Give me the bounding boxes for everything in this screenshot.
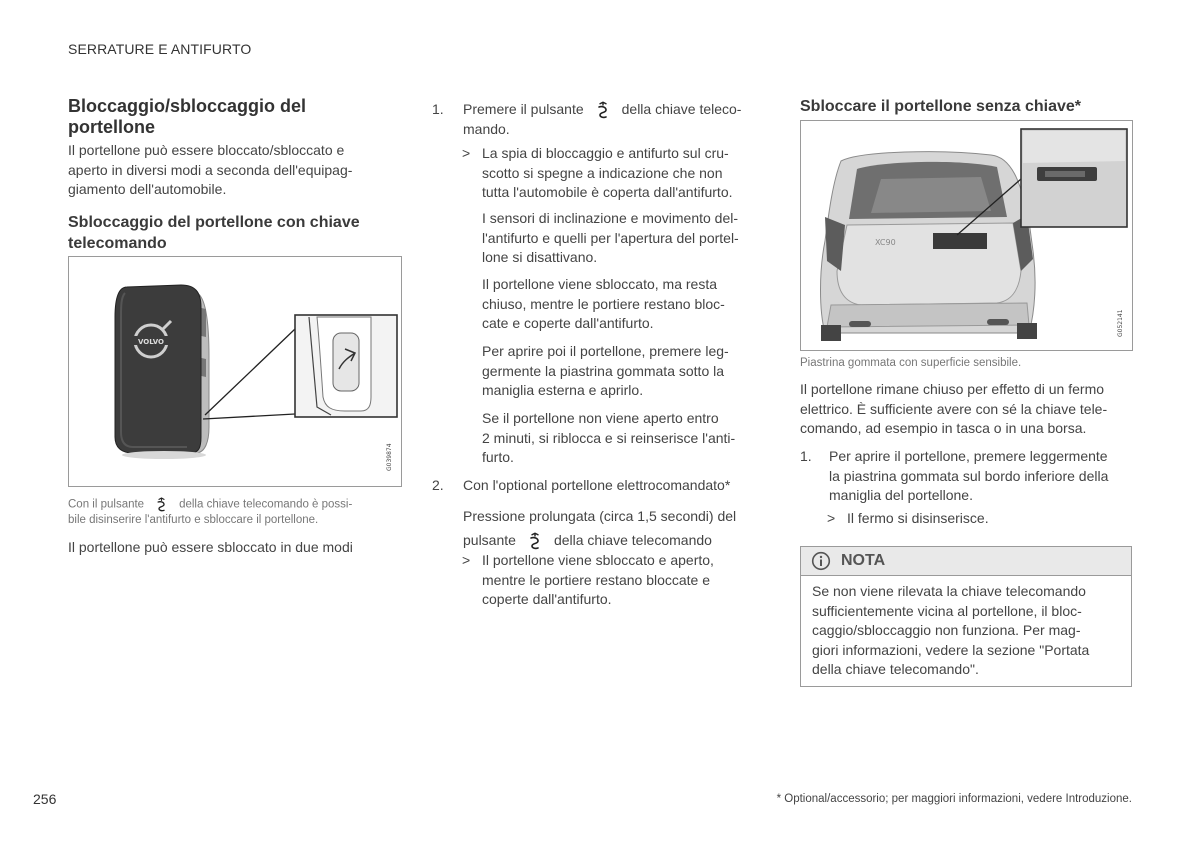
result-arrow: > xyxy=(827,510,836,526)
para-line: germente la piastrina gommata sotto la xyxy=(482,362,725,379)
step-text: mando. xyxy=(463,120,510,137)
subtitle-key-unlock xyxy=(68,212,402,254)
figure-code: G039874 xyxy=(386,443,393,471)
car-badge: XC90 xyxy=(875,238,896,247)
page-number: 256 xyxy=(33,791,57,807)
step-text: Con l'optional portellone elettrocomandato* xyxy=(463,477,731,493)
intro-line: aperto in diversi modi a seconda dell'equipag- xyxy=(68,161,353,178)
tailgate-button-icon xyxy=(526,532,544,550)
para-line: elettrico. È sufficiente avere con sé la chiave tele- xyxy=(800,400,1108,417)
note-line: giori informazioni, vedere la sezione "Portata xyxy=(812,641,1090,658)
step-2 xyxy=(432,476,772,496)
step-text: Per aprire il portellone, premere leggermente xyxy=(829,448,1108,464)
main-title-line1: Bloccaggio/sbloccaggio del xyxy=(68,96,307,116)
note-line: Se non viene rilevata la chiave telecomando xyxy=(812,583,1086,599)
key-fob-figure xyxy=(68,256,402,487)
step-number: 2. xyxy=(432,477,444,493)
intro-paragraph xyxy=(68,141,402,200)
step-1-result xyxy=(462,144,772,203)
latch-paragraph xyxy=(800,380,1140,439)
result-line: Il portellone viene sbloccato e aperto, xyxy=(482,552,714,568)
para-line: cate e coperte dall'antifurto. xyxy=(482,315,654,332)
step-1 xyxy=(432,100,772,139)
note-box xyxy=(800,546,1132,687)
caption-text: bile disinserire l'antifurto e sbloccare il portellone. xyxy=(68,514,319,527)
closing-paragraph: Il portellone può essere sbloccato in due modi xyxy=(68,539,353,555)
para-line: comando, ad esempio in tasca o in una borsa. xyxy=(800,420,1087,437)
main-title xyxy=(68,96,306,138)
result-line: scotto si spegne a indicazione che non xyxy=(482,164,723,181)
intro-line: giamento dell'automobile. xyxy=(68,181,227,198)
result-line: coperte dall'antifurto. xyxy=(482,591,612,608)
para-line: pulsante xyxy=(463,532,516,548)
note-line: caggio/sbloccaggio non funziona. Per mag- xyxy=(812,622,1081,638)
note-title: NOTA xyxy=(841,552,886,569)
figure-code: G052141 xyxy=(1117,309,1124,337)
para-line: Il portellone rimane chiuso per effetto di un fermo xyxy=(800,381,1105,397)
tailgate-button-icon xyxy=(594,101,612,119)
para-line: maniglia esterna e aprirlo. xyxy=(482,382,644,399)
sensors-paragraph xyxy=(482,209,772,268)
para-line: l'antifurto e quelli per l'apertura del portel- xyxy=(482,229,739,246)
result-arrow: > xyxy=(462,552,471,568)
key-figure-caption xyxy=(68,497,402,529)
para-line: chiuso, mentre le portiere restano bloc- xyxy=(482,295,725,312)
keyless-step-1 xyxy=(800,447,1140,506)
note-header xyxy=(801,547,1131,576)
result-line: La spia di bloccaggio e antifurto sul cru- xyxy=(482,145,729,161)
key-fob-illustration xyxy=(69,257,401,486)
para-line: Il portellone viene sbloccato, ma resta xyxy=(482,276,718,292)
keyless-step-result xyxy=(827,509,1137,529)
intro-line: Il portellone può essere bloccato/sbloccato e xyxy=(68,142,345,158)
result-line: mentre le portiere restano bloccate e xyxy=(482,571,711,588)
section-header: SERRATURE E ANTIFURTO xyxy=(68,41,252,57)
para-line: Se il portellone non viene aperto entro xyxy=(482,410,719,426)
step-text: la piastrina gommata sul bordo inferiore della xyxy=(829,467,1109,484)
para-line: furto. xyxy=(482,449,514,466)
car-rear-figure xyxy=(800,120,1133,351)
result-arrow: > xyxy=(462,145,471,161)
step-text: maniglia del portellone. xyxy=(829,487,973,504)
footnote: * Optional/accessorio; per maggiori informazioni, vedere Introduzione. xyxy=(776,793,1132,805)
para-line: 2 minuti, si riblocca e si reinserisce l'anti- xyxy=(482,429,736,446)
relock-paragraph xyxy=(482,409,772,468)
para-line: Pressione prolungata (circa 1,5 secondi) del xyxy=(463,508,737,524)
subtitle-line1: Sbloccaggio del portellone con chiave xyxy=(68,214,360,231)
step-text: Premere il pulsante xyxy=(463,101,584,117)
note-line: sufficientemente vicina al portellone, il bloc- xyxy=(812,602,1082,619)
caption-text: della chiave telecomando è possi- xyxy=(179,498,353,511)
unlocked-paragraph xyxy=(482,275,772,334)
caption-text: Con il pulsante xyxy=(68,498,145,511)
press-paragraph xyxy=(463,504,772,552)
main-title-line2: portellone xyxy=(68,117,156,137)
para-line: I sensori di inclinazione e movimento del- xyxy=(482,210,739,226)
key-logo-text: VOLVO xyxy=(138,338,164,346)
keyless-title: Sbloccare il portellone senza chiave* xyxy=(800,98,1081,115)
note-body xyxy=(812,582,1112,680)
step-2-result xyxy=(462,551,772,610)
note-line: della chiave telecomando". xyxy=(812,661,979,677)
step-number: 1. xyxy=(432,101,444,117)
step-text: della chiave teleco- xyxy=(621,101,742,117)
para-line: lone si disattivano. xyxy=(482,249,598,266)
result-line: tutta l'automobile è coperta dall'antifurto. xyxy=(482,184,733,201)
result-line: Il fermo si disinserisce. xyxy=(847,510,989,526)
subtitle-line2: telecomando xyxy=(68,235,167,252)
step-number: 1. xyxy=(800,448,812,464)
car-figure-caption: Piastrina gommata con superficie sensibile. xyxy=(800,357,1022,369)
info-icon xyxy=(811,551,831,571)
para-line: Per aprire poi il portellone, premere leg- xyxy=(482,343,729,359)
open-paragraph xyxy=(482,342,772,401)
tailgate-button-icon xyxy=(154,497,169,512)
para-line: della chiave telecomando xyxy=(553,532,712,548)
car-rear-illustration xyxy=(801,121,1132,350)
